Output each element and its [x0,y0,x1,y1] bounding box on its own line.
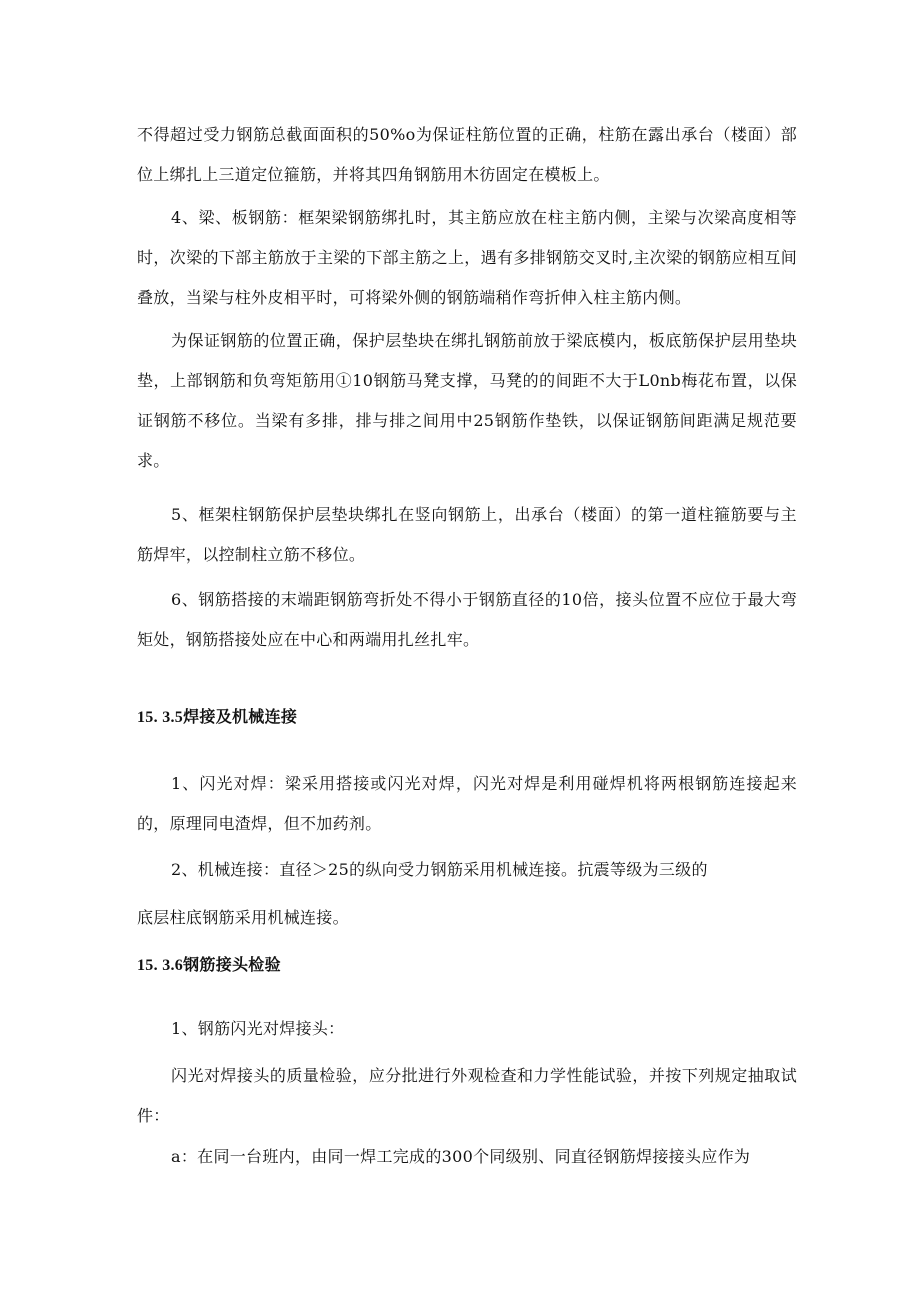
paragraph-quality-inspection: 闪光对焊接头的质量检验，应分批进行外观检查和力学性能试验，并按下列规定抽取试件： [137,1066,797,1125]
section-title: 焊接及机械连接 [183,707,298,726]
section-number: 15. 3.5 [137,709,184,726]
paragraph-lap-splice: 6、钢筋搭接的末端距钢筋弯折处不得小于钢筋直径的10倍，接头位置不应位于最大弯矩处，钢筋搭接处应在中心和两端用扎丝扎牢。 [137,590,797,649]
section-heading-joint-inspection [137,953,797,978]
paragraph-bottom-column-connection: 底层柱底钢筋采用机械连接。 [137,908,349,927]
section-heading-welding [137,705,797,730]
paragraph-beam-slab-rebar: 4、梁、板钢筋：框架梁钢筋绑扎时，其主筋应放在柱主筋内侧，主梁与次梁高度相等时，次梁的下部主筋放于主梁的下部主筋之上，遇有多排钢筋交叉时,主次梁的钢筋应相互间叠放，当梁与柱外皮相平时，可将梁外侧的钢筋端稍作弯折伸入柱主筋内侧。 [137,208,797,307]
paragraph-rebar-area-limit: 不得超过受力钢筋总截面面积的50%o为保证柱筋位置的正确，柱筋在露出承台（楼面）部位上绑扎上三道定位箍筋，并将其四角钢筋用木彷固定在模板上。 [137,125,797,184]
paragraph-batch-rule: a：在同一台班内，由同一焊工完成的300个同级别、同直径钢筋焊接接头应作为 [171,1147,751,1166]
paragraph-flash-butt-welding: 1、闪光对焊：梁采用搭接或闪光对焊，闪光对焊是利用碰焊机将两根钢筋连接起来的，原理同电渣焊，但不加药剂。 [137,774,797,833]
paragraph-column-cover-spacer: 5、框架柱钢筋保护层垫块绑扎在竖向钢筋上，出承台（楼面）的第一道柱箍筋要与主筋焊牢，以控制柱立筋不移位。 [137,505,797,564]
paragraph-flash-butt-joint: 1、钢筋闪光对焊接头： [171,1019,345,1038]
section-title: 钢筋接头检验 [183,955,281,974]
paragraph-mechanical-connection: 2、机械连接：直径＞25的纵向受力钢筋采用机械连接。抗震等级为三级的 [171,860,708,879]
paragraph-cover-spacer: 为保证钢筋的位置正确，保护层垫块在绑扎钢筋前放于梁底模内，板底筋保护层用垫块垫，上部钢筋和负弯矩筋用①10钢筋马凳支撑，马凳的的间距不大于L0nb梅花布置，以保证钢筋不移位。当梁有多排，排与排之间用中25钢筋作垫铁，以保证钢筋间距满足规范要求。 [137,331,797,470]
section-number: 15. 3.6 [137,957,184,974]
